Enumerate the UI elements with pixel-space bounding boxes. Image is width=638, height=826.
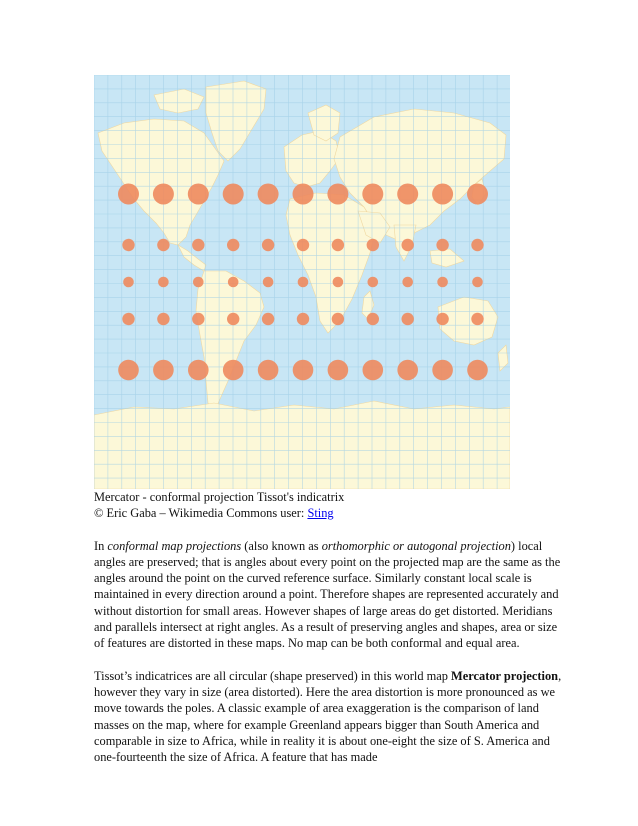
- figure-caption: [94, 489, 564, 522]
- tissot-circle: [258, 184, 279, 205]
- p2-text-2: , however they vary in size (area distorted). Here the area distortion is more pronounced as we move towards the poles. A classic example of area exaggeration is the comparison of land masses on the map, where for example Greenland appears bigger than South America and comparable in size to Africa, while in reality it is about one-eight the size of S. America and one-fourteenth the size of Africa. A feature that has made: [94, 668, 562, 765]
- tissot-circle: [472, 277, 483, 288]
- caption-title: Mercator - conformal projection Tissot's indicatrix: [94, 490, 345, 504]
- p1-term-conformal: conformal map projections: [107, 538, 242, 553]
- tissot-circle: [223, 360, 244, 381]
- tissot-circle: [118, 184, 139, 205]
- tissot-circle: [402, 277, 413, 288]
- tissot-circle: [227, 239, 239, 251]
- tissot-circle: [327, 184, 348, 205]
- tissot-circle: [432, 184, 453, 205]
- tissot-circle: [467, 184, 488, 205]
- tissot-circle: [332, 239, 344, 251]
- tissot-circle: [192, 239, 204, 251]
- tissot-circle: [368, 277, 379, 288]
- tissot-circle: [188, 360, 209, 381]
- caption-credit: © Eric Gaba – Wikimedia Commons user:: [94, 506, 308, 521]
- tissot-circle: [188, 184, 209, 205]
- tissot-circle: [363, 360, 384, 381]
- tissot-circle: [367, 313, 379, 325]
- antarctica: [94, 401, 510, 489]
- tissot-circle: [362, 184, 383, 205]
- tissot-circle: [153, 360, 174, 381]
- tissot-circle: [157, 239, 169, 251]
- tissot-circle: [258, 360, 279, 381]
- tissot-circle: [297, 313, 309, 325]
- tissot-circle: [297, 239, 309, 251]
- tissot-circle: [123, 277, 134, 288]
- tissot-circle: [122, 313, 134, 325]
- tissot-circle: [471, 313, 483, 325]
- tissot-circle: [432, 360, 453, 381]
- tissot-circle: [397, 360, 418, 381]
- credit-link[interactable]: Sting: [307, 506, 334, 521]
- p1-text-2: (also known as: [241, 538, 322, 553]
- tissot-circle: [293, 184, 314, 205]
- paragraph-conformal: [94, 538, 564, 652]
- tissot-circle: [157, 313, 169, 325]
- tissot-circle: [328, 360, 349, 381]
- tissot-circle: [228, 277, 239, 288]
- tissot-circle: [402, 313, 414, 325]
- tissot-circle: [158, 277, 169, 288]
- article-text: [94, 489, 564, 765]
- tissot-circle: [298, 277, 309, 288]
- tissot-circle: [333, 277, 344, 288]
- tissot-circle: [263, 277, 274, 288]
- paragraph-tissot: [94, 668, 564, 766]
- tissot-circle: [192, 313, 204, 325]
- tissot-circle: [227, 313, 239, 325]
- mercator-tissot-map: [94, 75, 510, 489]
- p2-text-1: Tissot’s indicatrices are all circular (shape preserved) in this world map: [94, 668, 452, 683]
- tissot-circle: [118, 360, 139, 381]
- tissot-circle: [153, 184, 174, 205]
- p1-term-orthomorphic: orthomorphic or autogonal projection: [321, 538, 511, 553]
- p1-text-3: ) local angles are preserved; that is angles about every point on the projected map are the same as the angles around the point on the curved reference surface. Similarly constant local scale is maintained in every direction around a point. Therefore shapes are represented accurately and without distortion for small areas. However shapes of large areas do get distorted. Meridians and parallels intersect at right angles. As a result of preserving angles and shapes, area or size of features are distorted in these maps. No map can be both conformal and equal area.: [94, 538, 561, 651]
- tissot-circle: [332, 313, 344, 325]
- tissot-circle: [122, 239, 134, 251]
- tissot-circle: [397, 184, 418, 205]
- p1-text-1: In: [94, 538, 108, 553]
- tissot-circle: [367, 239, 379, 251]
- tissot-circle: [402, 239, 414, 251]
- tissot-circle: [467, 360, 488, 381]
- tissot-circle: [436, 239, 448, 251]
- tissot-circle: [437, 277, 448, 288]
- tissot-circle: [262, 239, 274, 251]
- tissot-circle: [436, 313, 448, 325]
- tissot-circle: [223, 184, 244, 205]
- map-svg: [94, 75, 510, 489]
- tissot-circle: [471, 239, 483, 251]
- tissot-circle: [262, 313, 274, 325]
- p2-term-mercator: Mercator projection: [451, 668, 559, 683]
- tissot-circle: [293, 360, 314, 381]
- tissot-circle: [193, 277, 204, 288]
